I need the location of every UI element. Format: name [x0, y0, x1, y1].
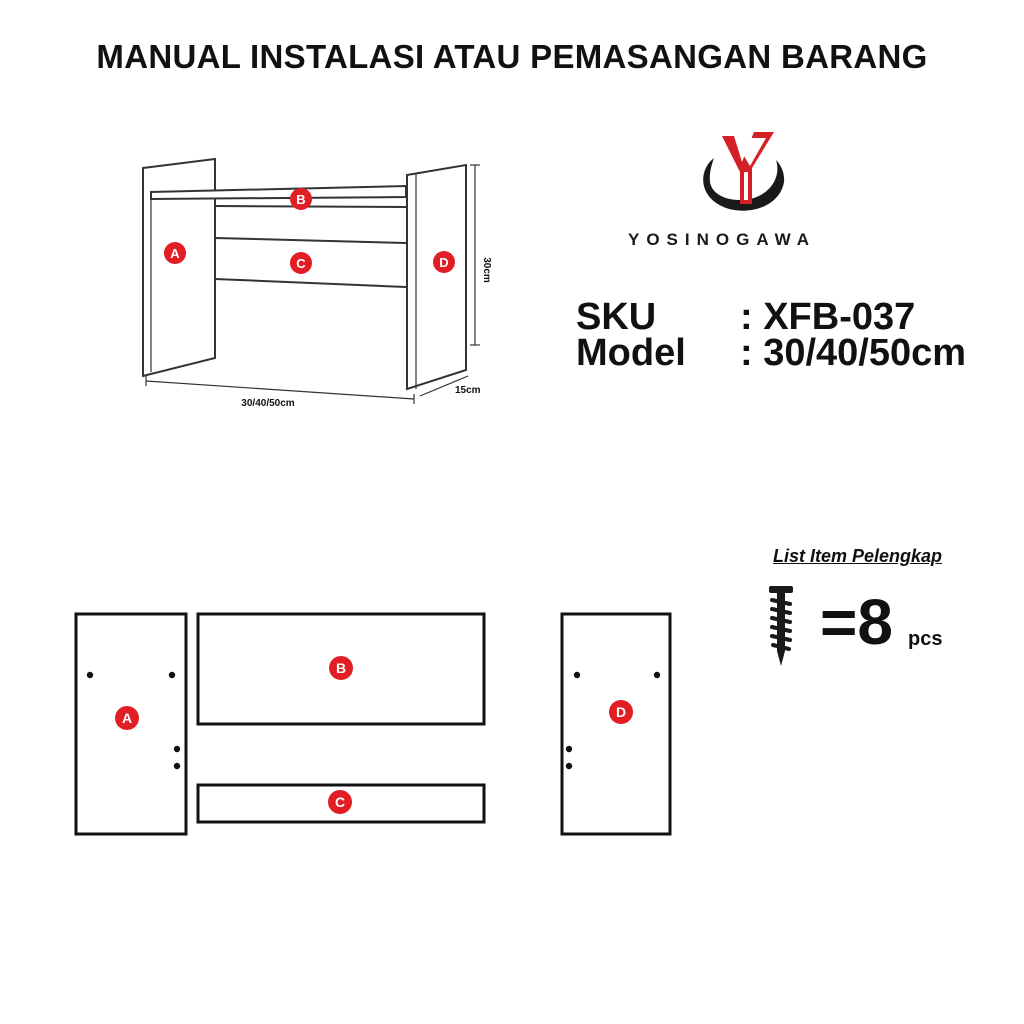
badge-c-assembled [290, 252, 312, 274]
model-label: Model [576, 332, 686, 374]
model-value: : 30/40/50cm [740, 332, 967, 374]
badge-a-assembled [164, 242, 186, 264]
page-title: MANUAL INSTALASI ATAU PEMASANGAN BARANG [96, 38, 928, 75]
accessories-title: List Item Pelengkap [773, 546, 943, 566]
hole-a-1 [87, 672, 93, 678]
hole-d-2 [654, 672, 660, 678]
sku-label: SKU [576, 296, 657, 338]
svg-text:D: D [615, 704, 627, 720]
svg-text:A: A [121, 710, 133, 726]
badge-c-part [328, 790, 352, 814]
hole-d-1 [574, 672, 580, 678]
badge-a-part [115, 706, 139, 730]
svg-text:C: C [296, 256, 306, 271]
hole-a-4 [174, 763, 180, 769]
height-label: 30cm [481, 257, 492, 283]
parts-layout-diagram [60, 600, 700, 850]
sku-value: : XFB-037 [740, 296, 916, 338]
yosinogawa-logo-icon [692, 128, 788, 214]
screw-quantity: =8 [820, 586, 893, 658]
part-panel-d [562, 614, 670, 834]
badge-d-part [609, 700, 633, 724]
width-label: 30/40/50cm [241, 398, 295, 409]
svg-text:C: C [334, 794, 346, 810]
badge-b-part [329, 656, 353, 680]
screw-unit: pcs [908, 628, 943, 650]
screw-icon [766, 584, 796, 670]
hole-d-3 [566, 746, 572, 752]
badge-d-assembled [433, 251, 455, 273]
depth-label: 15cm [455, 385, 481, 396]
svg-text:B: B [335, 660, 347, 676]
hole-a-2 [169, 672, 175, 678]
brand-name: YOSINOGAWA [628, 230, 817, 249]
badge-b-assembled [290, 188, 312, 210]
svg-text:D: D [439, 255, 449, 270]
hole-d-4 [566, 763, 572, 769]
svg-text:B: B [296, 192, 306, 207]
width-dimension-line [146, 381, 414, 399]
svg-text:A: A [170, 246, 180, 261]
hole-a-3 [174, 746, 180, 752]
assembled-shelf-diagram [120, 150, 500, 420]
